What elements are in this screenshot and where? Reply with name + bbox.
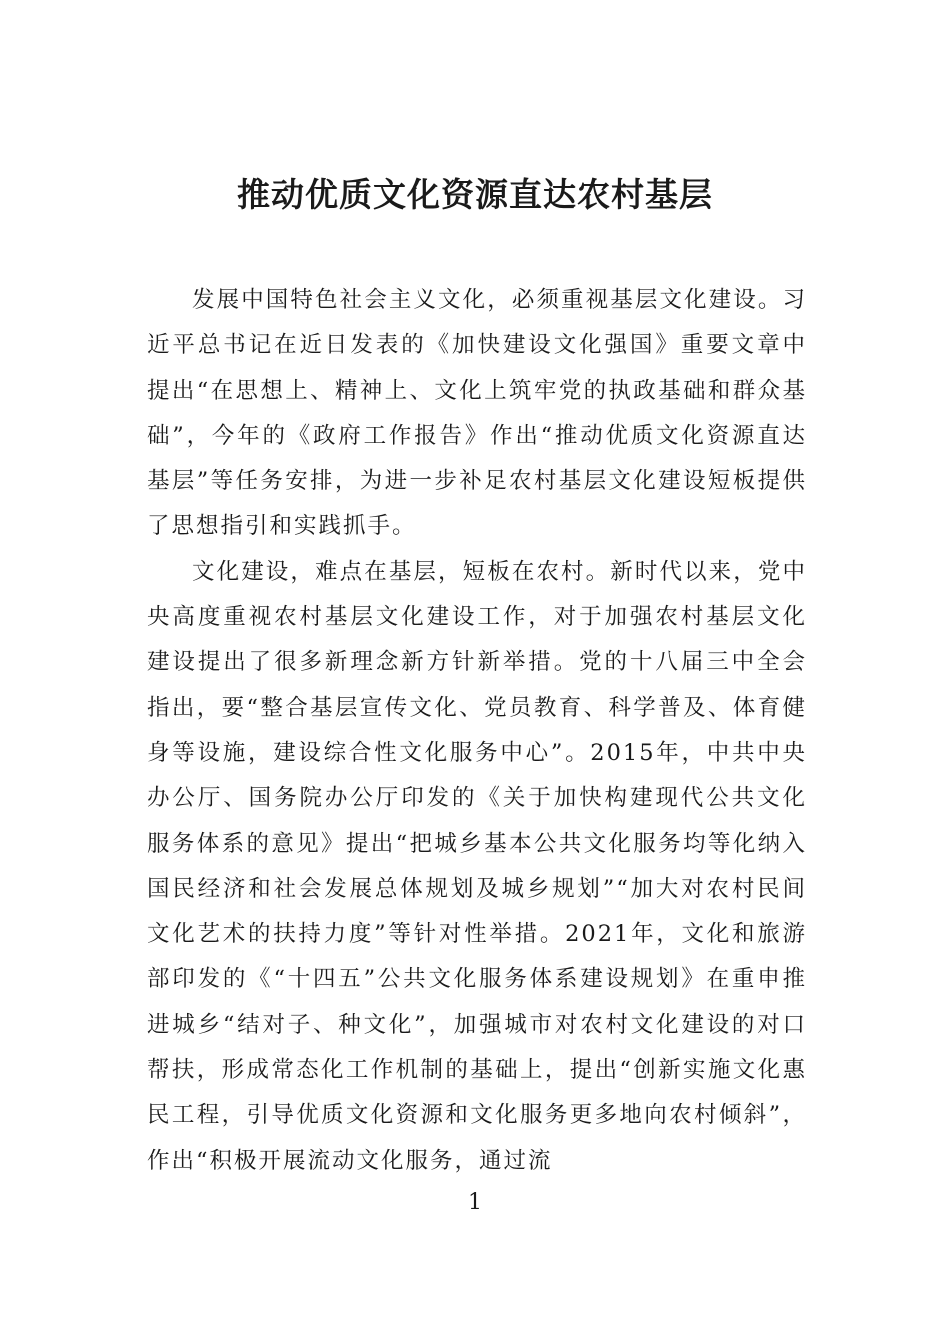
paragraph: 发展中国特色社会主义文化，必须重视基层文化建设。习近平总书记在近日发表的《加快建设文化强国》重要文章中提出“在思想上、精神上、文化上筑牢党的执政基础和群众基础”，今年的《政府工作报告》作出“推动优质文化资源直达基层”等任务安排，为进一步补足农村基层文化建设短板提供了思想指引和实践抓手。 [147,287,807,540]
document-title: 推动优质文化资源直达农村基层 [237,175,713,214]
page-number: 1 [468,1190,482,1215]
document-body [147,278,807,1184]
paragraph: 文化建设，难点在基层，短板在农村。新时代以来，党中央高度重视农村基层文化建设工作，对于加强农村基层文化建设提出了很多新理念新方针新举措。党的十八届三中全会指出，要“整合基层宣传文化、党员教育、科学普及、体育健身等设施，建设综合性文化服务中心”。2015年，中共中央办公厅、国务院办公厅印发的《关于加快构建现代公共文化服务体系的意见》提出“把城乡基本公共文化服务均等化纳入国民经济和社会发展总体规划及城乡规划”“加大对农村民间文化艺术的扶持力度”等针对性举措。2021年，文化和旅游部印发的《“十四五”公共文化服务体系建设规划》在重申推进城乡“结对子、种文化”，加强城市对农村文化建设的对口帮扶，形成常态化工作机制的基础上，提出“创新实施文化惠民工程，引导优质文化资源和文化服务更多地向农村倾斜”，作出“积极开展流动文化服务，通过流 [147,558,807,1174]
